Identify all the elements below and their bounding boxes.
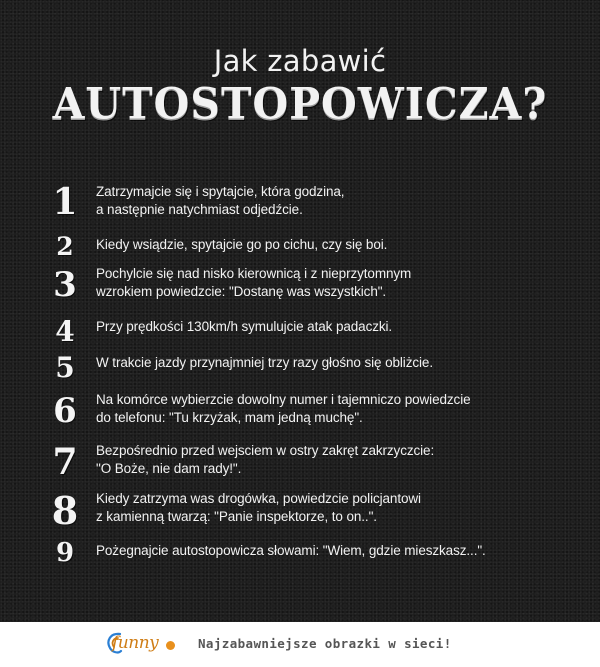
item-text: Bezpośrednio przed wejsciem w ostry zakręt zakrzyczcie: "O Boże, nie dam rady!". — [96, 443, 435, 476]
tagline: Najzabawniejsze obrazki w sieci! — [198, 636, 452, 651]
item-text: Na komórce wybierzcie dowolny numer i tajemniczo powiedzcie do telefonu: "Tu krzyżak, mam jedną muchę". — [96, 392, 471, 425]
item-number: 5 — [55, 351, 75, 384]
item-text: Przy prędkości 130km/h symulujcie atak padaczki. — [96, 319, 393, 334]
logo-text: funny — [112, 633, 159, 653]
footer-bar — [0, 622, 600, 667]
item-number: 2 — [56, 232, 74, 261]
item-number: 3 — [53, 265, 77, 305]
item-number: 1 — [52, 181, 78, 223]
item-number: 6 — [53, 391, 77, 431]
poster-title-line1: Jak zabawić — [213, 44, 387, 78]
poster-title-line2: AUTOSTOPOWICZA? — [52, 78, 548, 130]
item-text: Kiedy wsiądzie, spytajcie go po cichu, czy się boi. — [96, 237, 388, 252]
item-number: 4 — [55, 315, 75, 348]
item-text: W trakcie jazdy przynajmniej trzy razy głośno się obliżcie. — [96, 355, 433, 370]
item-text: Kiedy zatrzyma was drogówka, powiedzcie policjantowi z kamienną twarzą: "Panie inspektorze, to on..". — [96, 491, 421, 524]
item-number: 9 — [55, 538, 75, 568]
item-text: Pożegnajcie autostopowicza słowami: "Wiem, gdzie mieszkasz...". — [96, 543, 486, 558]
site-logo[interactable] — [104, 631, 184, 657]
logo-dot-icon — [166, 641, 175, 650]
item-number: 7 — [52, 441, 78, 483]
item-text: Zatrzymajcie się i spytajcie, która godzina, a następnie natychmiast odjedźcie. — [96, 184, 345, 217]
item-text: Pochylcie się nad nisko kierownicą i z nieprzytomnym wzrokiem powiedzcie: "Dostanę was wszystkich". — [96, 266, 412, 299]
item-number: 8 — [51, 488, 79, 533]
